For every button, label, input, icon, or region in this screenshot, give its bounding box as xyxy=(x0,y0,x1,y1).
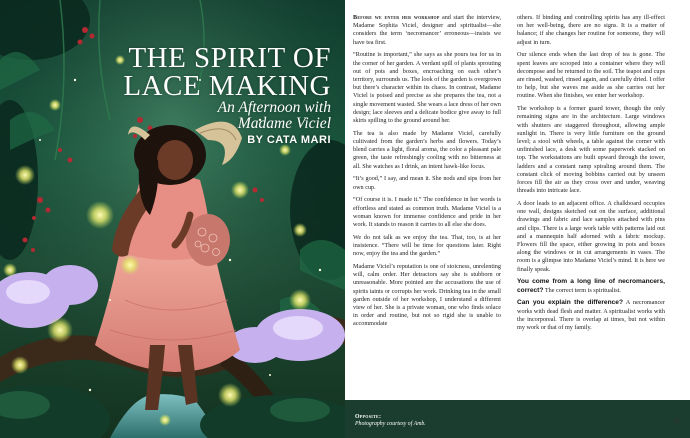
paragraph: Our silence ends when the last drop of tea is gone. The spent leaves are scooped into a container where they will decompose and be returned to the soil. The teapot and cups are rinsed, washed, rinsed again, and carefully dried. I offer to help, but she waves me aside as she carries out her routine. When she finishes, we enter her workshop. xyxy=(517,51,665,100)
qa-paragraph xyxy=(517,278,665,294)
credit-label: Opposite: xyxy=(355,414,382,420)
paragraph: “Of course it is. I made it.” The confidence in her words is effortless and stated as common truth. Madame Viciel is a woman known for immense confidence and pride in her work. It stands to reason it carries to all else she does. xyxy=(353,196,501,229)
headline-line-2: LACE MAKING xyxy=(123,70,331,102)
paragraph: A door leads to an adjacent office. A chalkboard occupies one wall, designs sketched out on the surface, additional drawings and fabric and lace samples attached with pins and clips. There is a large work table with patterns laid out and a mannequin half adorned with a fabric mockup. Flowers fill the space, either growing in pots and boxes along the windows or in cut arrangements in vases. The room is a glimpse into Madame Viciel’s mind. It is here we finally speak. xyxy=(517,200,665,273)
byline: BY CATA MARI xyxy=(247,134,331,146)
article-page xyxy=(345,0,690,438)
lead-in: Before we enter her workshop xyxy=(353,14,440,21)
article-column-1 xyxy=(353,14,501,333)
interview-answer: A necromancer works with dead flesh and matter. A spiritualist works with the incorporeal. There is overlap at times, but not within my work or that of my family. xyxy=(517,299,665,332)
photo-credit xyxy=(355,414,426,428)
interview-answer: The correct term is spiritualist. xyxy=(543,286,621,294)
headline-line-1: THE SPIRIT OF xyxy=(128,42,331,74)
article-column-2 xyxy=(517,14,665,337)
headline-block xyxy=(123,44,331,146)
interview-question: Can you explain the difference? xyxy=(517,299,623,307)
paragraph: Madame Viciel’s reputation is one of stoicness, unrelenting will, calm order. Her detractors say she is stubborn or unreasonable. More pointed are the accusations the use of spirits taints or corrupts her work. Drinking tea in the small garden outside of her workshop, I understand a different view of her. She is a private woman, one who finds solace in order and routine, but not so rigid she is unable to accommodate xyxy=(353,263,501,328)
paragraph: others. If binding and controlling spirits has any ill-effect on her well-being, there are no signs. It is a matter of balance; if she changes her routine for someone, they will adjust in turn. xyxy=(517,14,665,46)
subtitle-line-1: An Afternoon with xyxy=(217,99,331,116)
page-number: 30 xyxy=(672,418,680,425)
footer-bar xyxy=(345,400,690,438)
paragraph: The tea is also made by Madame Viciel, carefully cultivated from the garden’s herbs and flowers. Today’s blend carries a light, floral aroma, the color a pleasant pale green, the taste refreshingly cooling with no bitterness at all. She watches as I drink, an intent hawk-like focus. xyxy=(353,129,501,170)
subtitle-line-2: Madame Viciel xyxy=(237,115,331,132)
paragraph-text: and start the interview, Madame Sophita Viciel, designer and spiritualist—she considers the term ‘necromancer’ erroneous—insists we have tea first. xyxy=(353,14,501,46)
paragraph: “It’s good,” I say, and mean it. She nods and sips from her own cup. xyxy=(353,175,501,191)
credit-text: Photography courtesy of Amb. xyxy=(355,421,426,427)
paragraph: The workshop is a former guard tower, though the only remaining signs are in the architecture. Large windows with shutters are staggered throughout, allowing ample sunlight in. There is very little furniture on the ground level; a stool with wheels, a table against the corner with unfinished lace, a desk with some paperwork stacked on top. The workstations are built upward through the tower, ladders and a constant ramp spiraling around them. The constant click of moving bobbins carried out by unseen forces fill the air as they cross over and under, weaving threads into intricate lace. xyxy=(517,105,665,195)
paragraph: We do not talk as we enjoy the tea. That, too, is at her insistence. “There will be time for questions later. Right now, enjoy the tea and the garden.” xyxy=(353,233,501,258)
paragraph xyxy=(353,14,501,47)
qa-paragraph xyxy=(517,299,665,332)
interview-question: You come from a long line of necromancers, correct? xyxy=(517,278,665,294)
paragraph: “Routine is important,” she says as she pours tea for us in the corner of her garden. A verdant spill of plants sprouting out of pots and boxes, encroaching on each other’s territory, surrounds us. The look of the garden is overgrown but there’s character within its chaos. In contrast, Madame Viciel is poised and precise as she prepares the tea, not a single movement wasted. She wears a lace dress of her own design; lace sleeves and a delicate bodice give away to full skirts spilling to the ground around her. xyxy=(353,51,501,125)
